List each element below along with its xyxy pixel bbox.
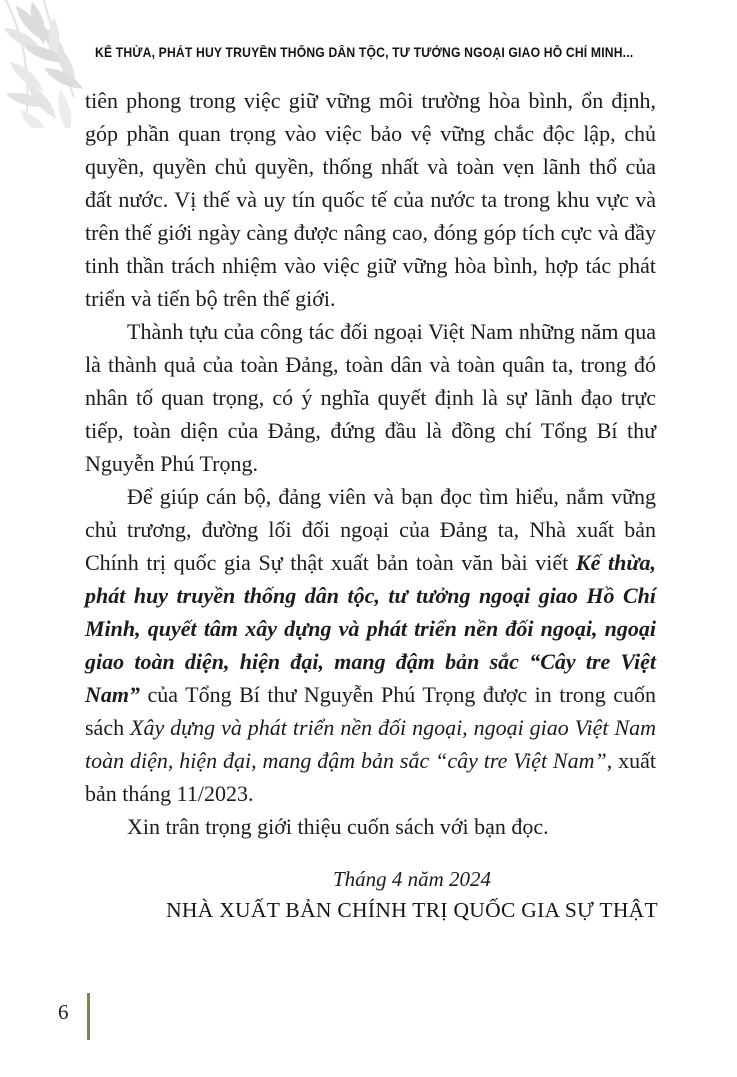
text-segment: Xin trân trọng giới thiệu cuốn sách với bạn đọc.: [127, 814, 549, 839]
colophon-publisher: NHÀ XUẤT BẢN CHÍNH TRỊ QUỐC GIA SỰ THẬT: [166, 898, 658, 922]
paragraph: [85, 315, 656, 480]
text-segment: Để giúp cán bộ, đảng viên và bạn đọc tìm hiểu, nắm vững chủ trương, đường lối đối ngoại của Đảng ta, Nhà xuất bản Chính trị quốc gia Sự thật xuất bản toàn văn bài viết: [85, 484, 656, 575]
running-header-title: KẾ THỪA, PHÁT HUY TRUYỀN THỐNG DÂN TỘC, TƯ TƯỞNG NGOẠI GIAO HỒ CHÍ MINH...: [95, 45, 634, 60]
paragraph: [85, 84, 656, 315]
page-number: 6: [58, 1000, 69, 1024]
body-text: [85, 84, 656, 843]
text-segment: Xây dựng và phát triển nền đối ngoại, ngoại giao Việt Nam toàn diện, hiện đại, mang đậm bản sắc “cây tre Việt Nam”: [85, 715, 657, 773]
text-segment: Thành tựu của công tác đối ngoại Việt Nam những năm qua là thành quả của toàn Đảng, toàn dân và toàn quân ta, trong đó nhân tố quan trọng, có ý nghĩa quyết định là sự lãnh đạo trực tiếp, toàn diện của Đảng, đứng đầu là đồng chí Tổng Bí thư Nguyễn Phú Trọng.: [85, 319, 656, 476]
text-segment: tiên phong trong việc giữ vững môi trường hòa bình, ổn định, góp phần quan trọng vào việc bảo vệ vững chắc độc lập, chủ quyền, quyền chủ quyền, thống nhất và toàn vẹn lãnh thổ của đất nước. Vị thế và uy tín quốc tế của nước ta trong khu vực và trên thế giới ngày càng được nâng cao, đóng góp tích cực và đầy tinh thần trách nhiệm vào việc giữ vững hòa bình, hợp tác phát triển và tiến bộ trên thế giới.: [85, 88, 656, 311]
text-segment: , xuất bản tháng 11/2023.: [85, 748, 656, 806]
paragraph: [85, 480, 656, 810]
text-segment: Kế thừa, phát huy truyền thống dân tộc, tư tưởng ngoại giao Hồ Chí Minh, quyết tâm xây dựng và phát triển nền đối ngoại, ngoại giao toàn diện, hiện đại, mang đậm bản sắc “Cây tre Việt Nam”: [85, 550, 657, 707]
paragraph: [85, 810, 656, 843]
colophon-date: Tháng 4 năm 2024: [332, 867, 492, 891]
text-segment: của Tổng Bí thư Nguyễn Phú Trọng được in trong cuốn sách: [85, 682, 656, 740]
colophon: [126, 864, 698, 926]
page-number-accent-bar: [87, 993, 90, 1040]
